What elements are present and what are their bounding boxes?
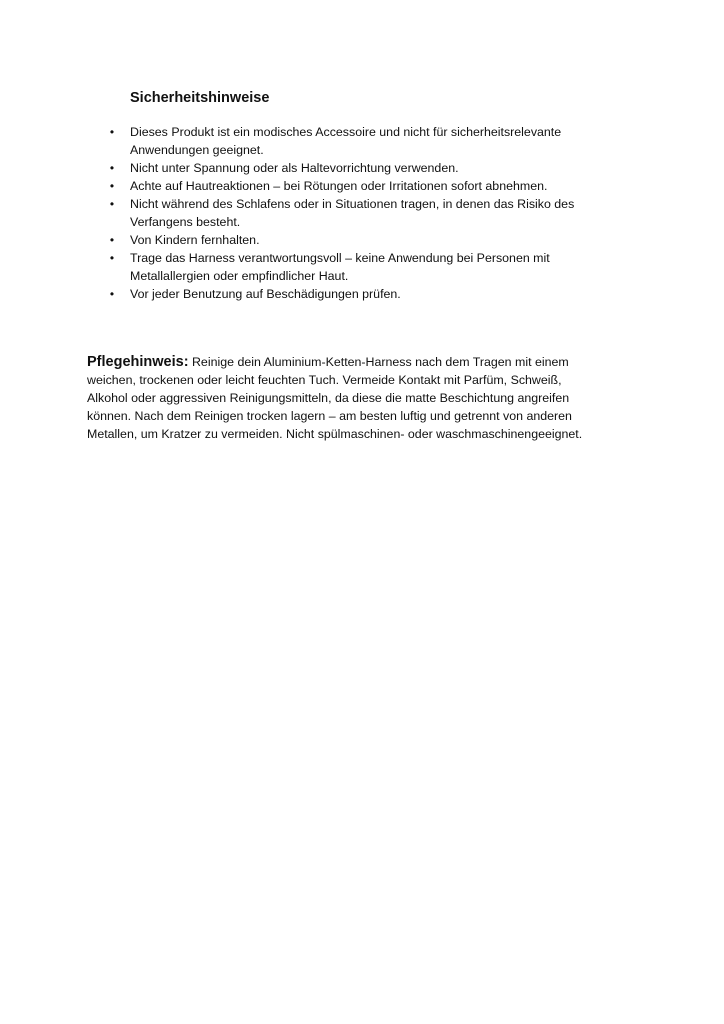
safety-item-6 [0, 249, 610, 285]
safety-item-4-line-1: Nicht während des Schlafens oder in Situationen tragen, in denen das Risiko des [130, 197, 575, 211]
safety-item-4 [0, 195, 610, 231]
safety-heading: Sicherheitshinweise [130, 90, 270, 106]
safety-item-6-line-1: Trage das Harness verantwortungsvoll – keine Anwendung bei Personen mit [130, 251, 550, 265]
safety-item-1-line-1: Dieses Produkt ist ein modisches Accessoire und nicht für sicherheitsrelevante [130, 125, 562, 139]
safety-item-2 [0, 159, 610, 177]
bullet-marker: • [109, 251, 115, 265]
care-label: Pflegehinweis: [87, 354, 189, 370]
care-text-line-1: Reinige dein Aluminium-Ketten-Harness nach dem Tragen mit einem [191, 355, 569, 369]
safety-item-7-line-1: Vor jeder Benutzung auf Beschädigungen prüfen. [130, 287, 401, 301]
safety-item-7 [0, 285, 610, 303]
safety-item-5-line-1: Von Kindern fernhalten. [130, 233, 260, 247]
safety-item-2-line-1: Nicht unter Spannung oder als Haltevorrichtung verwenden. [130, 161, 459, 175]
care-paragraph [87, 353, 647, 443]
safety-item-6-line-2: Metallallergien oder empfindlicher Haut. [130, 269, 349, 283]
care-line-4: können. Nach dem Reinigen trocken lagern – am besten luftig und getrennt von anderen [87, 409, 572, 423]
bullet-marker: • [109, 287, 115, 301]
care-line-5: Metallen, um Kratzer zu vermeiden. Nicht spülmaschinen- oder waschmaschinengeeignet. [87, 427, 583, 441]
care-line-3: Alkohol oder aggressiven Reinigungsmitteln, da diese die matte Beschichtung angreifen [87, 391, 570, 405]
safety-item-3-line-1: Achte auf Hautreaktionen – bei Rötungen oder Irritationen sofort abnehmen. [130, 179, 548, 193]
safety-item-1 [0, 123, 610, 159]
bullet-marker: • [109, 179, 115, 193]
bullet-marker: • [109, 161, 115, 175]
bullet-marker: • [109, 197, 115, 211]
safety-item-4-line-2: Verfangens besteht. [130, 215, 241, 229]
safety-item-1-line-2: Anwendungen geeignet. [130, 143, 264, 157]
bullet-marker: • [109, 233, 115, 247]
care-line-1 [87, 353, 647, 371]
bullet-marker: • [109, 125, 115, 139]
care-line-2: weichen, trockenen oder leicht feuchten Tuch. Vermeide Kontakt mit Parfüm, Schweiß, [87, 373, 562, 387]
safety-item-5 [0, 231, 610, 249]
safety-list [0, 123, 724, 303]
safety-item-3 [0, 177, 610, 195]
